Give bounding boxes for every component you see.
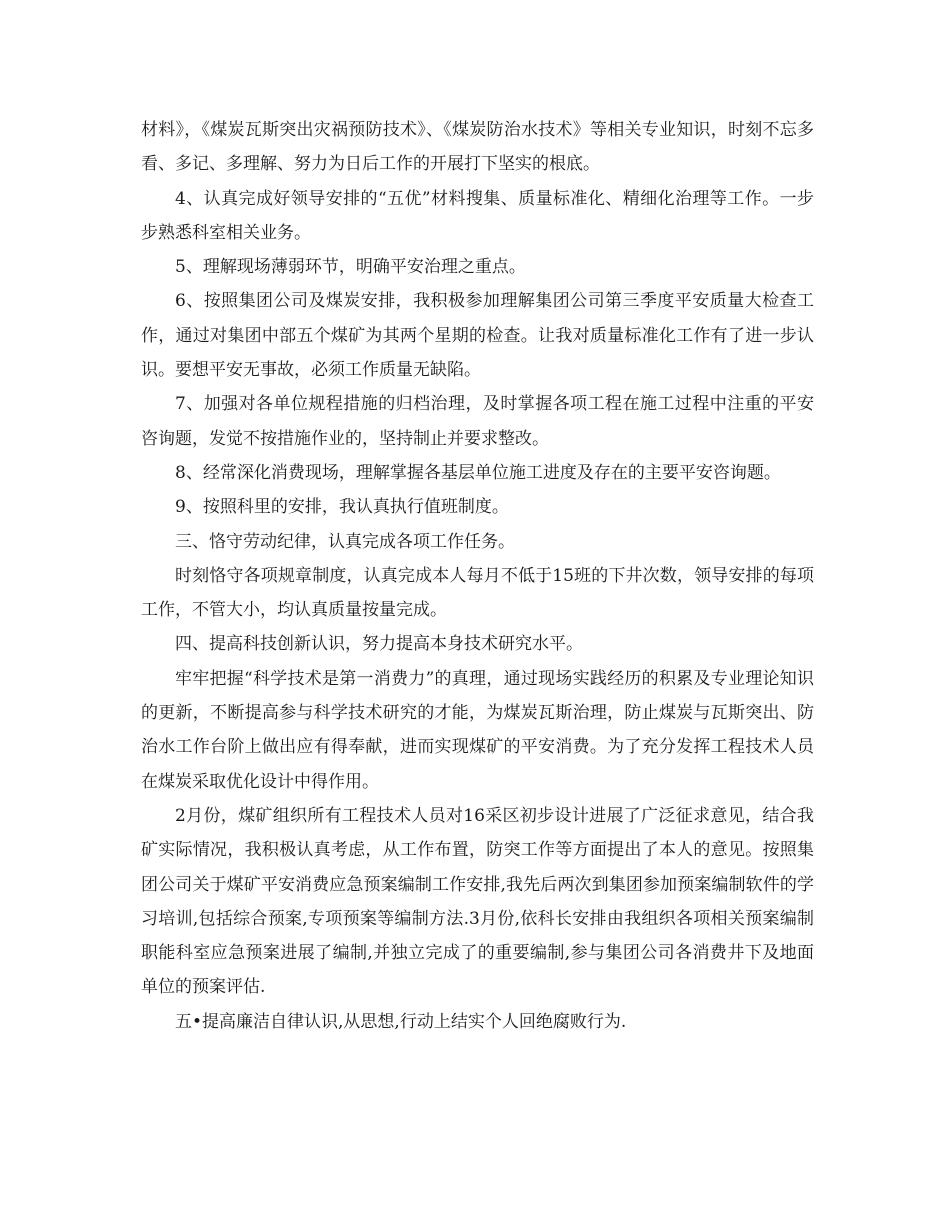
document-body: [141, 113, 814, 1039]
paragraph-item-7: 7、加强对各单位规程措施的归档治理，及时掌握各项工程在施工过程中注重的平安咨询题，发觉不按措施作业的，坚持制止并要求整改。: [141, 394, 814, 449]
paragraph-item-9: 9、按照科里的安排，我认真执行值班制度。: [175, 497, 509, 518]
paragraph-item-6: 6、按照集团公司及煤炭安排，我积极参加理解集团公司第三季度平安质量大检查工作，通过对集团中部五个煤矿为其两个星期的检查。让我对质量标准化工作有了进一步认识。要想平安无事故，必须工作质量无缺陷。: [141, 291, 814, 381]
paragraph-item-4: 4、认真完成好领导安排的“五优”材料搜集、质量标准化、精细化治理等工作。一步步熟悉科室相关业务。: [141, 188, 814, 243]
section-heading-3: 三、恪守劳动纪律，认真完成各项工作任务。: [175, 531, 515, 552]
section-heading-4: 四、提高科技创新认识，努力提高本身技术研究水平。: [175, 634, 583, 655]
paragraph-item-8: 8、经常深化消费现场，理解掌握各基层单位施工进度及存在的主要平安咨询题。: [175, 462, 781, 483]
paragraph-item-5: 5、理解现场薄弱环节，明确平安治理之重点。: [175, 257, 526, 278]
section-heading-5: 五•提高廉洁自律认识,从思想,行动上结实个人回绝腐败行为.: [175, 1011, 627, 1032]
paragraph-continuation: 材料》，《煤炭瓦斯突出灾祸预防技术》、《煤炭防治水技术》等相关专业知识，时刻不忘多看、多记、多理解、努力为日后工作的开展打下坚实的根底。: [141, 120, 814, 175]
paragraph-february: 2月份，煤矿组织所有工程技术人员对16采区初步设计进展了广泛征求意见，结合我矿实际情况，我积极认真考虑，从工作布置，防突工作等方面提出了本人的意见。按照集团公司关于煤矿平安消费应急预案编制工作安排,我先后两次到集团参加预案编制软件的学习培训,包括综合预案,专项预案等编制方法.3月份,依科长安排由我组织各项相关预案编制职能科室应急预案进展了编制,并独立完成了的重要编制,参与集团公司各消费井下及地面单位的预案评估.: [141, 805, 814, 998]
paragraph-section-4-body: 牢牢把握“科学技术是第一消费力”的真理，通过现场实践经历的积累及专业理论知识的更新，不断提高参与科学技术研究的才能，为煤炭瓦斯治理，防止煤炭与瓦斯突出、防治水工作台阶上做出应有得奉献，进而实现煤矿的平安消费。为了充分发挥工程技术人员在煤炭采取优化设计中得作用。: [141, 668, 814, 792]
paragraph-section-3-body: 时刻恪守各项规章制度，认真完成本人每月不低于15班的下井次数，领导安排的每项工作，不管大小，均认真质量按量完成。: [141, 565, 814, 621]
